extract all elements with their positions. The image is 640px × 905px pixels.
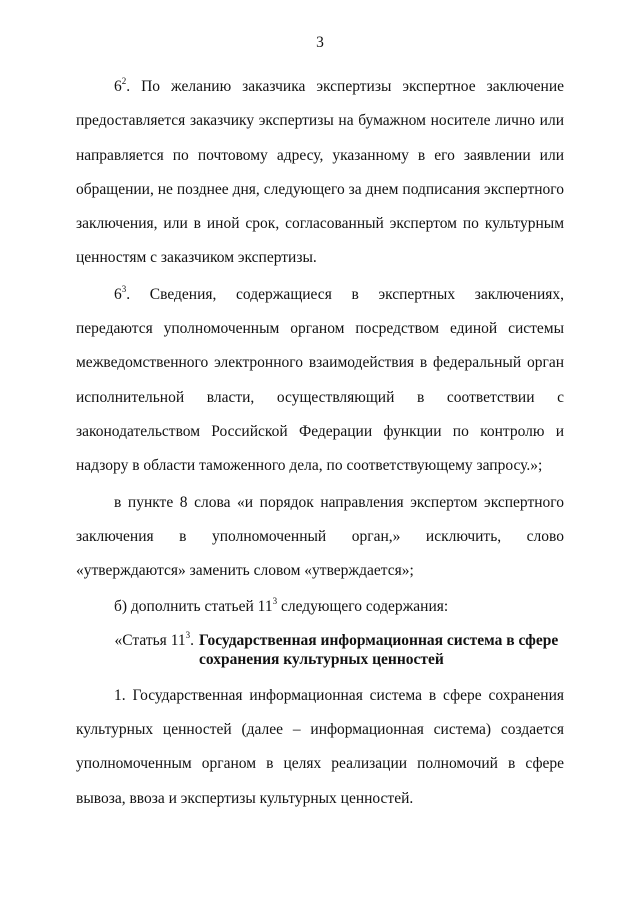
document-body [76, 70, 564, 816]
paragraph-mark-superscript: 2 [121, 76, 127, 86]
article-number-superscript: 3 [272, 596, 278, 607]
amendment-paragraph-8 [76, 486, 564, 589]
paragraph-text: в пункте 8 слова «и порядок направления экспертом экспертного заключения в уполномоченный орган,» исключить, слово «утверждаются» заменить словом «утверждается»; [76, 493, 564, 580]
amendment-add-article [76, 590, 564, 624]
article-heading-number: «Статья 11 [114, 631, 186, 649]
paragraph-mark: 6 [114, 285, 122, 303]
paragraph-text-before: б) дополнить статьей 11 [114, 598, 273, 616]
article-heading-title: Государственная информационная система в сфере сохранения культурных ценностей [199, 631, 559, 668]
article-paragraph-1: 1. Государственная информационная система в сфере сохранения культурных ценностей (далее – информационная система) создается уполномоченным органом в целях реализации полномочий в сфере вывоза, ввоза и экспертизы культурных ценностей. [76, 686, 564, 807]
paragraph-mark: 6 [114, 78, 122, 95]
paragraph-text: . По желанию заказчика экспертизы экспертное заключение предоставляется заказчику экспертизы на бумажном носителе лично или направляется по почтовому адресу, указанному в его заявлении или обращении, не позднее дня, следующего за днем подписания экспертного заключения, или в иной срок, согласованный экспертом по культурным ценностям с заказчиком экспертизы. [76, 78, 564, 267]
article-heading-lead [76, 631, 199, 669]
page-number: 3 [316, 34, 324, 51]
paragraph-6-3 [76, 278, 564, 484]
article-heading-superscript: 3 [185, 629, 191, 640]
paragraph-text-after: следующего содержания: [277, 598, 449, 616]
paragraph-text: . Сведения, содержащиеся в экспертных заключениях, передаются уполномоченным органом посредством единой системы межведомственного электронного взаимодействия в федеральный орган исполнительной власти, осуществляющий в соответствии с законодательством Российской Федерации функции по контролю и надзору в области таможенного дела, по соответствующему запросу.»; [76, 285, 564, 475]
article-heading [76, 625, 564, 679]
paragraph-mark-superscript: 3 [121, 283, 127, 294]
paragraph-6-2 [76, 70, 564, 276]
article-heading-period: . [190, 631, 194, 649]
